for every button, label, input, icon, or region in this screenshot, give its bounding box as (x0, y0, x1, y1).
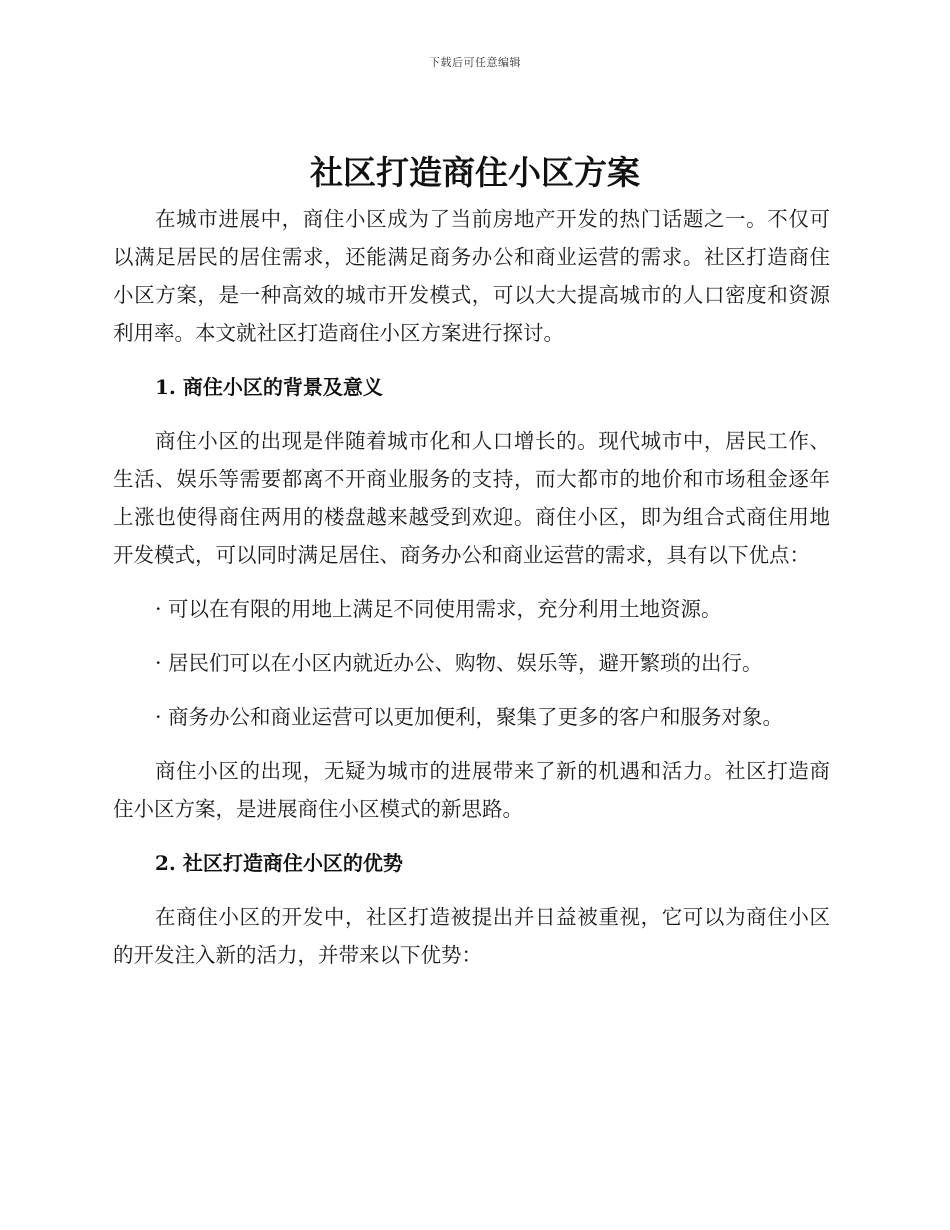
document-title: 社区打造商住小区方案 (310, 153, 640, 192)
section-2-paragraph-1: 在商住小区的开发中，社区打造被提出并日益被重视，它可以为商住小区的开发注入新的活力，并带来以下优势： (113, 905, 830, 967)
document-body (113, 200, 830, 974)
page-header-note: 下载后可任意编辑 (429, 56, 521, 69)
section-1-paragraph-1: 商住小区的出现是伴随着城市化和人口增长的。现代城市中，居民工作、生活、娱乐等需要都离不开商业服务的支持，而大都市的地价和市场租金逐年上涨也使得商住两用的楼盘越来越受到欢迎。商住小区，即为组合式商住用地开发模式，可以同时满足居住、商务办公和商业运营的需求，具有以下优点： (113, 429, 830, 567)
intro-paragraph: 在城市进展中，商住小区成为了当前房地产开发的热门话题之一。不仅可以满足居民的居住需求，还能满足商务办公和商业运营的需求。社区打造商住小区方案，是一种高效的城市开发模式，可以大大提高城市的人口密度和资源利用率。本文就社区打造商住小区方案进行探讨。 (113, 207, 830, 345)
section-1-paragraph-2: 商住小区的出现，无疑为城市的进展带来了新的机遇和活力。社区打造商住小区方案，是进展商住小区模式的新思路。 (113, 759, 830, 821)
section-2-heading: 2. 社区打造商住小区的优势 (155, 851, 403, 875)
section-1-bullet-3: · 商务办公和商业运营可以更加便利，聚集了更多的客户和服务对象。 (155, 705, 784, 729)
section-1-heading: 1. 商住小区的背景及意义 (155, 375, 383, 399)
section-1-bullet-2: · 居民们可以在小区内就近办公、购物、娱乐等，避开繁琐的出行。 (155, 651, 763, 675)
section-1-bullet-1: · 可以在有限的用地上满足不同使用需求，充分利用土地资源。 (155, 597, 722, 621)
